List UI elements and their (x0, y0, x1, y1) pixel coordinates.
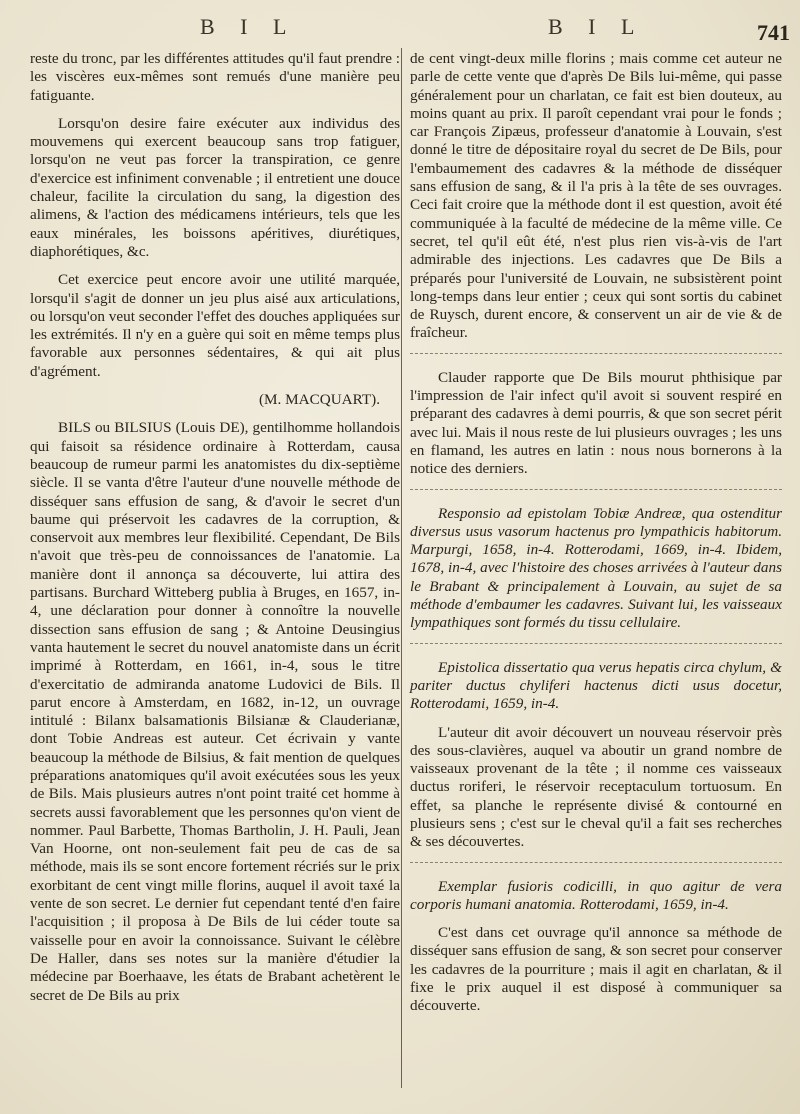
running-head-right: B I L (548, 14, 645, 39)
separator (410, 862, 782, 864)
separator (410, 353, 782, 355)
column-divider (401, 48, 402, 1088)
paragraph: L'auteur dit avoir découvert un nouveau réservoir près des sous-clavières, auquel va aboutir un grand nombre de vaisseaux provenant de la tête ; il nomme ces vaisseaux ductus roriferi, le réservoir receptaculum tortuosum. En effet, sa planche le représente divisé & contourné en plusieurs sens ; c'est sur le cheval qu'il a fait ses recherches & ses découvertes. (410, 723, 782, 851)
right-column (410, 50, 782, 1026)
paragraph: Cet exercice peut encore avoir une utilité marquée, lorsqu'il s'agit de donner un jeu plus aisé aux articulations, ou lorsqu'on veut seconder l'effet des douches appliquées sur les extrémités. Il n'y en a guère qui soit en même temps plus favorable aux personnes sédentaires, & qui ait plus d'agrément. (30, 271, 400, 380)
paragraph: reste du tronc, par les différentes attitudes qu'il faut prendre : les viscères eux-mêmes sont remués d'une manière peu fatiguante. (30, 50, 400, 104)
bibliography-entry: Exemplar fusioris codicilli, in quo agitur de vera corporis humani anatomia. Rotterodami, 1659, in-4. (410, 877, 782, 913)
bibliography-entry: Epistolica dissertatio qua verus hepatis circa chylum, & pariter ductus chyliferi hactenus dicti usus docetur, Rotterodami, 1659, in-4. (410, 658, 782, 713)
running-head-left: B I L (200, 14, 297, 39)
left-column (30, 50, 400, 1015)
paragraph: C'est dans cet ouvrage qu'il annonce sa méthode de disséquer sans effusion de sang, & son secret pour conserver les cadavres de la pourriture ; mais il agit en charlatan, & il fixe le prix auquel il est disposé à communiquer sa découverte. (410, 924, 782, 1015)
separator (410, 643, 782, 645)
bibliography-entry: Responsio ad epistolam Tobiæ Andreæ, qua ostenditur diversus usus vasorum hactenus pro lympathicis habitorum. Marpurgi, 1658, in-4. Rotterodami, 1669, in-4. Ibidem, 1678, in-4, avec l'histoire des choses arrivées à l'auteur dans le Brabant & principalement à Louvain, au sujet de sa méthode d'embaumer les cadavres. Suivant lui, les vaisseaux lympathiques sont formés du tissu cellulaire. (410, 504, 782, 632)
page-number: 741 (757, 20, 790, 45)
paragraph: de cent vingt-deux mille florins ; mais comme cet auteur ne parle de cette vente que d'après De Bils lui-même, qui passe généralement pour un charlatan, ce fait est bien douteux, au moins quant au prix. Il paroît cependant vrai pour le fonds ; car François Zipæus, professeur d'anatomie à Louvain, s'est donné le titre de dépositaire royal du secret de De Bils, pour l'embaumement des cadavres & la méthode de disséquer sans effusion de sang, & il l'a pris à la tête de ses ouvrages. Ceci fait croire que la méthode dont il est question, avoit été communiquée à la faculté de médecine de la même ville. Ce secret, tel qu'il eût été, n'est plus rien vis-à-vis de l'art admirable des injections. Les cadavres que De Bils a préparés pour l'université de Louvain, ne subsistèrent point long-temps dans leur entier ; ceux qui sont sortis du cabinet de Ruysch, durent encore, & conservent un air de vie & de fraîcheur. (410, 50, 782, 342)
paragraph: Clauder rapporte que De Bils mourut phthisique par l'impression de l'air infect qu'il avoit si souvent respiré en préparant des cadavres à demi pourris, & que son secret périt avec lui. Mais il nous reste de lui plusieurs ouvrages ; les uns en flamand, les autres en latin : nous nous bornerons à la notice des derniers. (410, 368, 782, 478)
separator (410, 489, 782, 491)
paragraph: Lorsqu'on desire faire exécuter aux individus des mouvemens qui exercent beaucoup sans trop fatiguer, lorsqu'on ne veut pas forcer la transpiration, ce genre d'exercice est infiniment convenable ; il entretient une douce chaleur, facilite la circulation du sang, la digestion des alimens, & l'action des médicamens intérieurs, tels que les eaux minérales, les boissons apéritives, diurétiques, diaphorétiques, &c. (30, 114, 400, 260)
author-signature: (M. MACQUART). (258, 391, 380, 409)
entry-bils: BILS ou BILSIUS (Louis DE), gentilhomme hollandois qui faisoit sa résidence ordinaire à Rotterdam, causa beaucoup de rumeur parmi les anatomistes du dix-septième siècle. Il se vanta d'être l'auteur d'une nouvelle méthode de disséquer sans effusion de sang, & d'avoir le secret d'un baume qui préservoit les cadavres de la corruption, & conservoit aux membres leur flexibilité. Cependant, De Bils n'avoit que très-peu de connoissances de l'anatomie. La manière dont il annonça sa découverte, lui attira des partisans. Burchard Witteberg publia à Bruges, en 1657, in-4, une déclaration pour donner à connoître la nouvelle dissection sans effusion de sang ; & Antoine Deusingius vanta hautement le secret du nouvel anatomiste dans un écrit imprimé à Rotterdam, en 1661, in-4, sous le titre d'exercitatio de admiranda anatome Ludovici de Bils. Il parut encore à Amsterdam, en 1682, in-12, un ouvrage intitulé : Bilanx balsamationis Bilsianæ & Clauderianæ, dont Tobie Andreas est auteur. Cet écrivain y vante beaucoup la méthode de Bilsius, & fait mention de quelques préparations anatomiques qu'il avoit exécutées sous les yeux de Bils. Mais plusieurs autres n'ont point traité cet homme à secrets aussi favorablement que les personnes qu'on vient de nommer. Paul Barbette, Thomas Bartholin, J. H. Pauli, Jean Van Hoorne, ont non-seulement fait peu de cas de sa méthode, mais ils se sont encore fortement récriés sur le prix exorbitant de cent vingt mille florins, auquel il avoit taxé la vente de son secret. Le dernier fut cependant tenté d'en faire l'acquisition ; il proposa à De Bils de lui céder toute sa vaisselle pour en avoir la connoissance. Suivant le célèbre De Haller, dans ses notes sur la manière d'étudier la médecine par Boerhaave, les états de Brabant achetèrent le secret de De Bils au prix (30, 419, 400, 1004)
